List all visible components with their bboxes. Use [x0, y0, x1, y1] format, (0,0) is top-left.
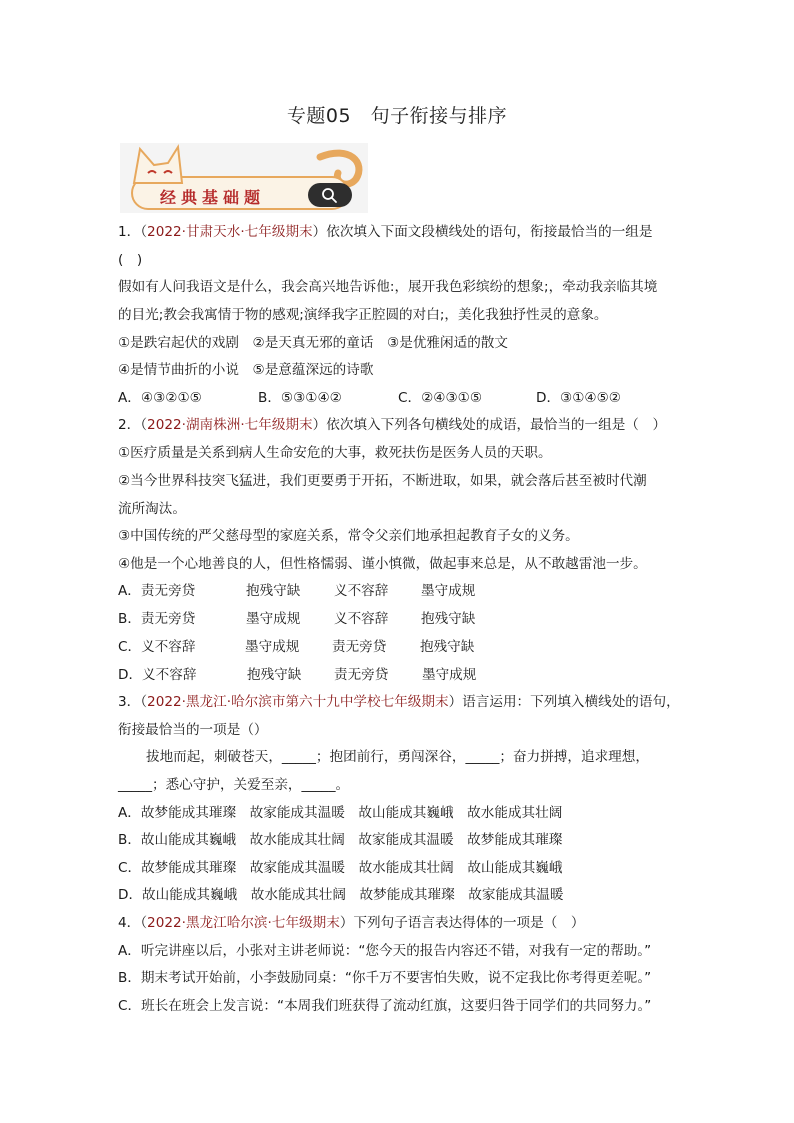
section-banner [120, 143, 368, 213]
q1-paren: ( ) [118, 252, 143, 268]
q1-option-d: D．③①④⑤② [536, 390, 621, 406]
q2-source: 2022·湖南株洲·七年级期末 [147, 417, 313, 433]
q3-option-d: D．故山能成其巍峨 故水能成其壮阔 故梦能成其璀璨 故家能成其温暖 [118, 887, 564, 903]
q1-stem: 1．（2022·甘肃天水·七年级期末）依次填入下面文段横线处的语句，衔接最恰当的一组是 [118, 224, 653, 240]
q3-passage-line2: _____；悉心守护，关爱至亲，_____。 [118, 777, 350, 793]
q1-items-line2: ④是情节曲折的小说 ⑤是意蕴深远的诗歌 [118, 362, 374, 378]
q1-source: 2022·甘肃天水·七年级期末 [147, 224, 313, 240]
q4-stem: 4．（2022·黑龙江哈尔滨·七年级期末）下列句子语言表达得体的一项是（ ） [118, 915, 585, 931]
q1-option-a: A．④③②①⑤ [118, 390, 202, 406]
q3-option-a: A．故梦能成其璀璨 故家能成其温暖 故山能成其巍峨 故水能成其壮阔 [118, 805, 563, 821]
q3-stem: 3．（2022·黑龙江·哈尔滨市第六十九中学校七年级期末）语言运用：下列填入横线处的语句， [118, 694, 680, 710]
q1-option-c: C．②④③①⑤ [398, 390, 483, 406]
document-page: 专题05 句子衔接与排序 经典基础题 1．（2022·甘肃天水·七年级期末）依次填入下面文段横线处的语句，衔接最恰当的一组是 ( ) 假如有人问我语文是什么，我会高兴地告诉他:，展开我色彩缤纷的想象;，牵动我亲临其境 的目光;教会我寓情于物的感观;演绎我字正腔圆的对白;，美化我独抒性灵的意象。 ①是跌宕起伏的戏剧 ②是天真无邪的童话 ③是优雅闲适的散文 ④是情节曲折的小说 ⑤是意蕴深远的诗歌 A．④③②①⑤ B．⑤③①④② C．②④③①⑤ D．③①④⑤② 2．（2022·湖南株洲·七年级期末）依次填入下列各句横线处的成语，最恰当的一组是（ ） ①医疗质量是关系到病人生命安危的大事，救死扶伤是医务人员的天职。 ②当今世界科技突飞猛进，我们更要勇于开拓，不断进取，如果，就会落后甚至被时代潮 流所淘汰。 ③中国传统的严父慈母型的家庭关系，常令父亲们地承担起教育子女的义务。 ④他是一个心地善良的人，但性格懦弱、谨小慎微，做起事来总是，从不敢越雷池一步。 A．责无旁贷 抱残守缺 义不容辞 墨守成规 B．责无旁贷 墨守成规 义不容辞 抱残守缺 C．义不容辞 墨守成规 责无旁贷 抱残守缺 D．义不容辞 抱残守缺 责无旁贷 墨守成规 3．（2022·黑龙江·哈尔滨市第六十九中学校七年级期末）语言运用：下列填入横线处的语句， 衔接最恰当的一项是（） 拔地而起，刺破苍天，_____；抱团前行，勇闯深谷，_____；奋力拼搏，追求理想， _____；悉心守护，关爱至亲，_____。 A．故梦能成其璀璨 故家能成其温暖 故山能成其巍峨 故水能成其壮阔 B．故山能成其巍峨 故水能成其壮阔 故家能成其温暖 故梦能成其璀璨 C．故梦能成其璀璨 故家能成其温暖 故水能成其壮阔 故山能成其巍峨 D．故山能成其巍峨 故水能成其壮阔 故梦能成其璀璨 故家能成其温暖 4．（2022·黑龙江哈尔滨·七年级期末）下列句子语言表达得体的一项是（ ） A．听完讲座以后，小张对主讲老师说：“您今天的报告内容还不错，对我有一定的帮助。” B．期末考试开始前，小李鼓励同桌：“你千万不要害怕失败，说不定我比你考得更差呢。” C．班长在班会上发言说：“本周我们班获得了流动红旗，这要归咎于同学们的共同努力。” [0, 0, 794, 1123]
q1-option-b: B．⑤③①④② [258, 390, 342, 406]
q3-passage-line1: 拔地而起，刺破苍天，_____；抱团前行，勇闯深谷，_____；奋力拼搏，追求理想， [146, 749, 649, 765]
q2-sentence-2b: 流所淘汰。 [118, 501, 186, 517]
q3-option-b: B．故山能成其巍峨 故水能成其壮阔 故家能成其温暖 故梦能成其璀璨 [118, 832, 563, 848]
q3-source: 2022·黑龙江·哈尔滨市第六十九中学校七年级期末 [147, 694, 449, 710]
q2-sentence-4: ④他是一个心地善良的人，但性格懦弱、谨小慎微，做起事来总是，从不敢越雷池一步。 [118, 556, 647, 572]
q2-stem: 2．（2022·湖南株洲·七年级期末）依次填入下列各句横线处的成语，最恰当的一组是（ ） [118, 417, 667, 433]
q4-option-a: A．听完讲座以后，小张对主讲老师说：“您今天的报告内容还不错，对我有一定的帮助。” [118, 943, 652, 959]
q1-passage-line1: 假如有人问我语文是什么，我会高兴地告诉他:，展开我色彩缤纷的想象;，牵动我亲临其境 [118, 279, 658, 295]
q1-items-line1: ①是跌宕起伏的戏剧 ②是天真无邪的童话 ③是优雅闲适的散文 [118, 335, 508, 351]
q2-sentence-2a: ②当今世界科技突飞猛进，我们更要勇于开拓，不断进取，如果，就会落后甚至被时代潮 [118, 473, 647, 489]
page-title: 专题05 句子衔接与排序 [286, 105, 508, 127]
q4-option-b: B．期末考试开始前，小李鼓励同桌：“你千万不要害怕失败，说不定我比你考得更差呢。” [118, 970, 652, 986]
q2-sentence-3: ③中国传统的严父慈母型的家庭关系，常令父亲们地承担起教育子女的义务。 [118, 528, 579, 544]
q1-passage-line2: 的目光;教会我寓情于物的感观;演绎我字正腔圆的对白;，美化我独抒性灵的意象。 [118, 307, 608, 323]
q3-option-c: C．故梦能成其璀璨 故家能成其温暖 故水能成其壮阔 故山能成其巍峨 [118, 860, 563, 876]
q4-source: 2022·黑龙江哈尔滨·七年级期末 [147, 915, 340, 931]
banner-label: 经典基础题 [160, 188, 266, 207]
q4-option-c: C．班长在班会上发言说：“本周我们班获得了流动红旗，这要归咎于同学们的共同努力。” [118, 998, 652, 1014]
q2-sentence-1: ①医疗质量是关系到病人生命安危的大事，救死扶伤是医务人员的天职。 [118, 445, 552, 461]
q3-stem-line2: 衔接最恰当的一项是（） [118, 722, 268, 738]
